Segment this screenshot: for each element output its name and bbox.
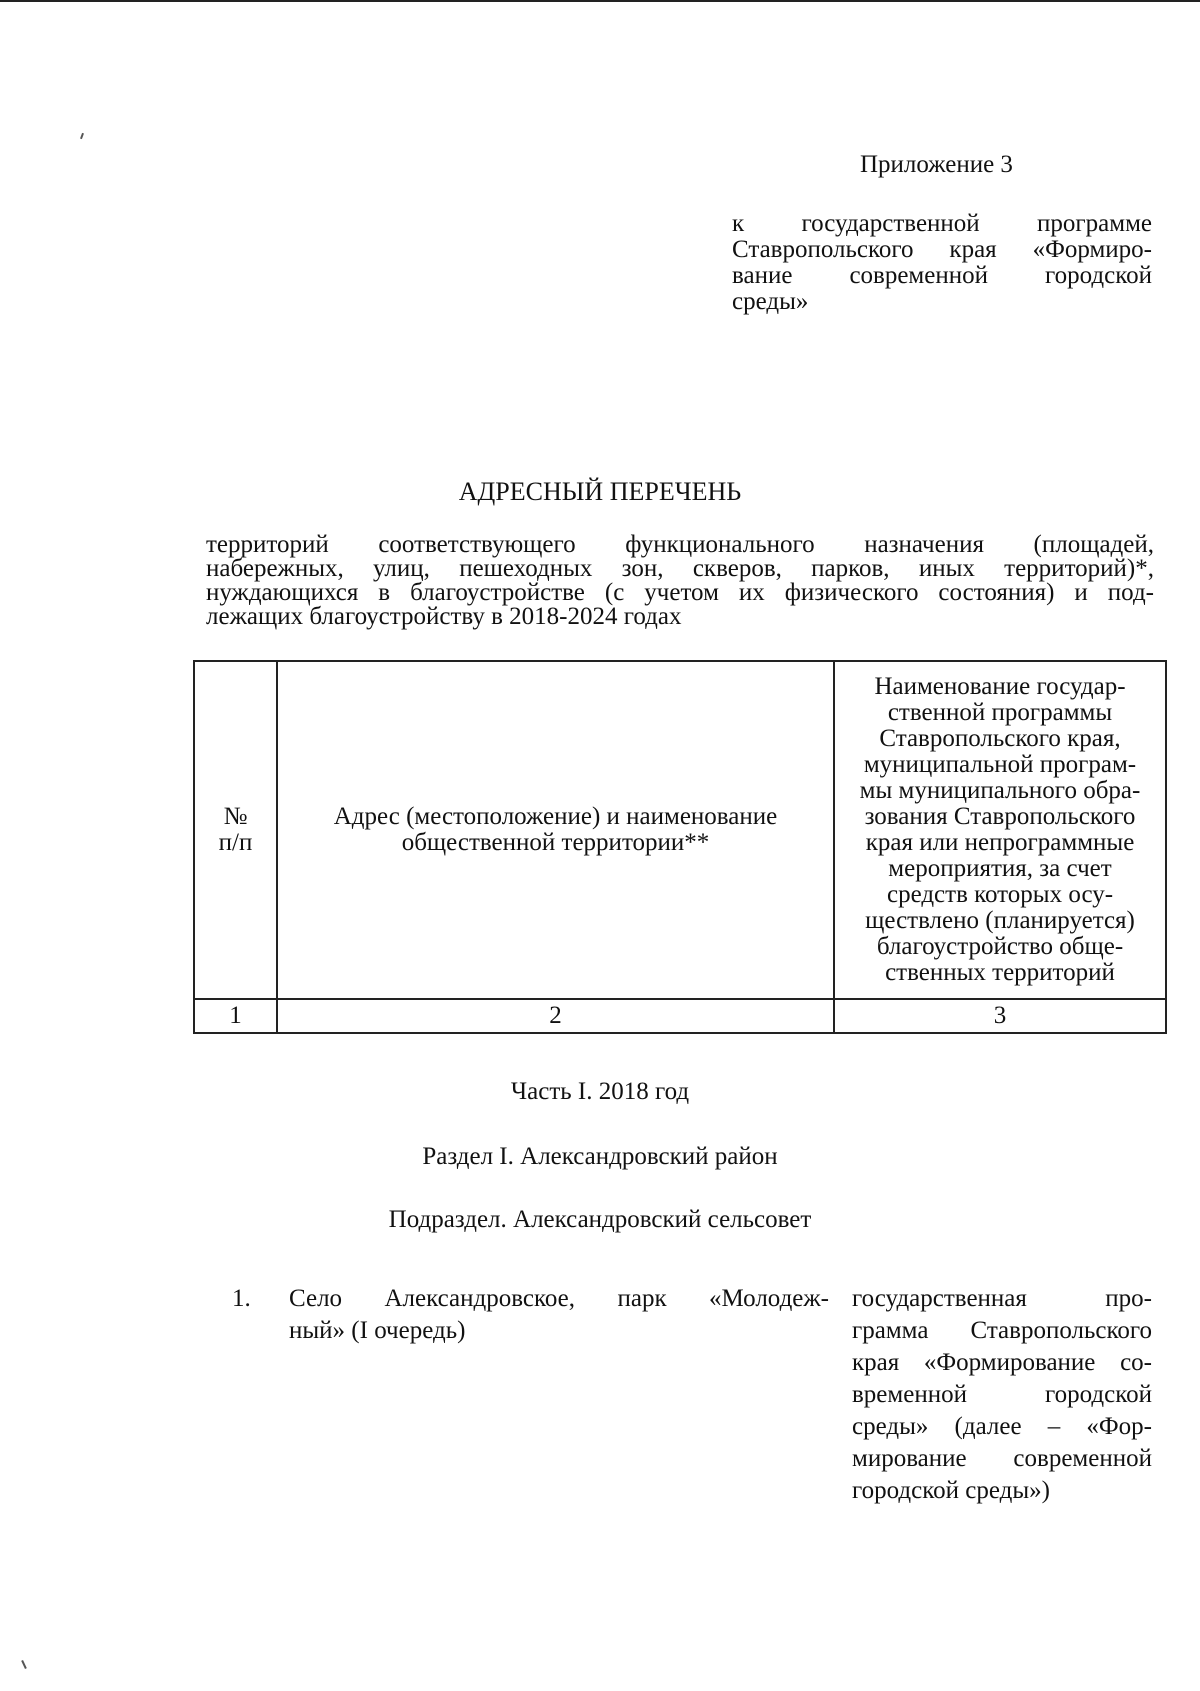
appendix-reference: [732, 211, 1152, 315]
entry-program-line: городской среды»): [852, 1477, 1050, 1504]
header-line: средств которых осу-: [886, 881, 1114, 908]
column-program-header: [834, 661, 1166, 999]
appendix-line: среды»: [732, 288, 809, 315]
entry-number: 1.: [232, 1285, 251, 1312]
entry-program-line: мирование современной: [852, 1445, 1152, 1472]
scan-top-edge-line: [0, 0, 1200, 2]
entry-address: [289, 1283, 829, 1347]
entry-program-line: края «Формирование со-: [852, 1349, 1152, 1376]
document-subtitle: [206, 533, 1154, 629]
header-line: общественной территории**: [401, 829, 710, 856]
header-line: ственных территорий: [885, 959, 1115, 986]
subtitle-line: лежащих благоустройству в 2018-2024 годах: [206, 603, 682, 630]
appendix-line: вание современной городской: [732, 262, 1152, 289]
entry-program-line: среды» (далее – «Фор-: [852, 1413, 1152, 1440]
column-number-header: [194, 661, 277, 999]
scan-speck: [21, 1660, 27, 1669]
section-heading: Раздел I. Александровский район: [422, 1143, 778, 1170]
header-line: зования Ставропольского: [864, 803, 1136, 830]
subsection-heading: Подраздел. Александровский сельсовет: [388, 1206, 812, 1233]
column-number-cell: 3: [834, 999, 1166, 1033]
header-line: благоустройство обще-: [876, 933, 1124, 960]
header-line: муниципальной програм-: [863, 751, 1137, 778]
header-line: ществлено (планируется): [865, 907, 1135, 934]
header-line: Адрес (местоположение) и наименование: [333, 803, 778, 830]
appendix-line: к государственной программе: [732, 210, 1152, 237]
entry-program: [852, 1283, 1152, 1507]
header-line: Ставропольского края,: [879, 725, 1121, 752]
header-line: п/п: [218, 829, 253, 856]
header-table: [193, 660, 1167, 1034]
column-number-cell: 1: [194, 999, 277, 1033]
appendix-line: Ставропольского края «Формиро-: [732, 236, 1152, 263]
entry-address-line: ный» (I очередь): [289, 1317, 466, 1344]
entry-program-line: временной городской: [852, 1381, 1152, 1408]
subtitle-line: набережных, улиц, пешеходных зон, скверов, парков, иных территорий)*,: [206, 555, 1154, 582]
table-header-row: [194, 661, 1166, 999]
entry-program-line: государственная про-: [852, 1285, 1152, 1312]
scan-speck: [80, 133, 84, 139]
appendix-title: Приложение 3: [860, 151, 1013, 178]
part-heading: Часть I. 2018 год: [510, 1078, 690, 1105]
column-address-header: [277, 661, 834, 999]
document-title: АДРЕСНЫЙ ПЕРЕЧЕНЬ: [458, 477, 742, 506]
entry-program-line: грамма Ставропольского: [852, 1317, 1152, 1344]
header-line: мы муниципального обра-: [859, 777, 1141, 804]
table-column-numbers-row: [194, 999, 1166, 1033]
entry-address-line: Село Александровское, парк «Молодеж-: [289, 1285, 829, 1312]
subtitle-line: нуждающихся в благоустройстве (с учетом их физического состояния) и под-: [206, 579, 1154, 606]
header-line: ственной программы: [887, 699, 1113, 726]
column-number-cell: 2: [277, 999, 834, 1033]
header-line: края или непрограммные: [865, 829, 1135, 856]
header-line: Наименование государ-: [874, 673, 1126, 700]
subtitle-line: территорий соответствующего функционального назначения (площадей,: [206, 531, 1154, 558]
header-line: мероприятия, за счет: [888, 855, 1112, 882]
header-line: №: [223, 803, 248, 830]
